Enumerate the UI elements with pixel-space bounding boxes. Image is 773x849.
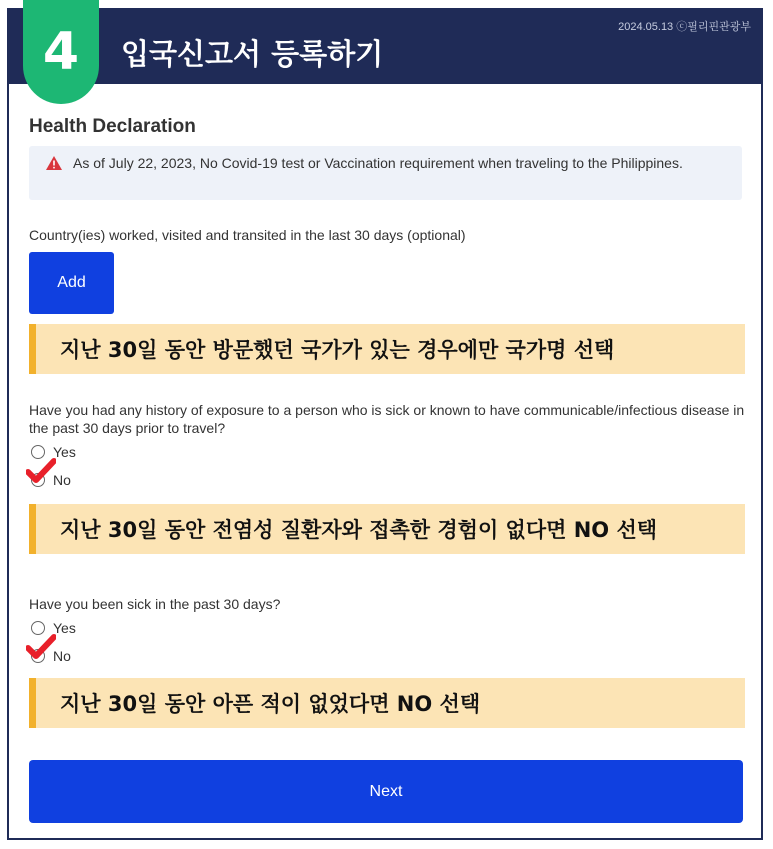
page-title: 입국신고서 등록하기 xyxy=(121,37,384,71)
form-frame xyxy=(7,8,763,840)
page-header xyxy=(9,10,761,84)
covid-notice xyxy=(29,146,742,200)
section-title: Health Declaration xyxy=(29,116,196,137)
option-label: No xyxy=(53,648,71,664)
option-label: Yes xyxy=(53,620,76,636)
option-label: Yes xyxy=(53,444,76,460)
countries-label: Country(ies) worked, visited and transited in the last 30 days (optional) xyxy=(29,227,466,243)
tip-banner-countries: 지난 30일 동안 방문했던 국가가 있는 경우에만 국가명 선택 xyxy=(29,324,745,374)
date-credit: 2024.05.13 ⓒ필리핀관광부 xyxy=(618,21,751,33)
red-checkmark-icon xyxy=(26,458,56,484)
radio-button[interactable] xyxy=(31,445,45,459)
sick-question-label: Have you been sick in the past 30 days? xyxy=(29,596,281,612)
radio-button[interactable] xyxy=(31,621,45,635)
add-country-button[interactable]: Add xyxy=(29,252,114,314)
next-button[interactable]: Next xyxy=(29,760,743,823)
step-number-badge: 4 xyxy=(23,0,99,104)
notice-text: As of July 22, 2023, No Covid-19 test or Vaccination requirement when traveling to the Philippines. xyxy=(73,155,683,171)
exposure-question-label: Have you had any history of exposure to a person who is sick or known to have communicable/infectious disease in the past 30 days prior to travel? xyxy=(29,402,745,436)
option-label: No xyxy=(53,472,71,488)
warning-icon xyxy=(46,156,62,170)
tip-banner-exposure: 지난 30일 동안 전염성 질환자와 접촉한 경험이 없다면 NO 선택 xyxy=(29,504,745,554)
tip-banner-sick: 지난 30일 동안 아픈 적이 없었다면 NO 선택 xyxy=(29,678,745,728)
red-checkmark-icon xyxy=(26,634,56,660)
